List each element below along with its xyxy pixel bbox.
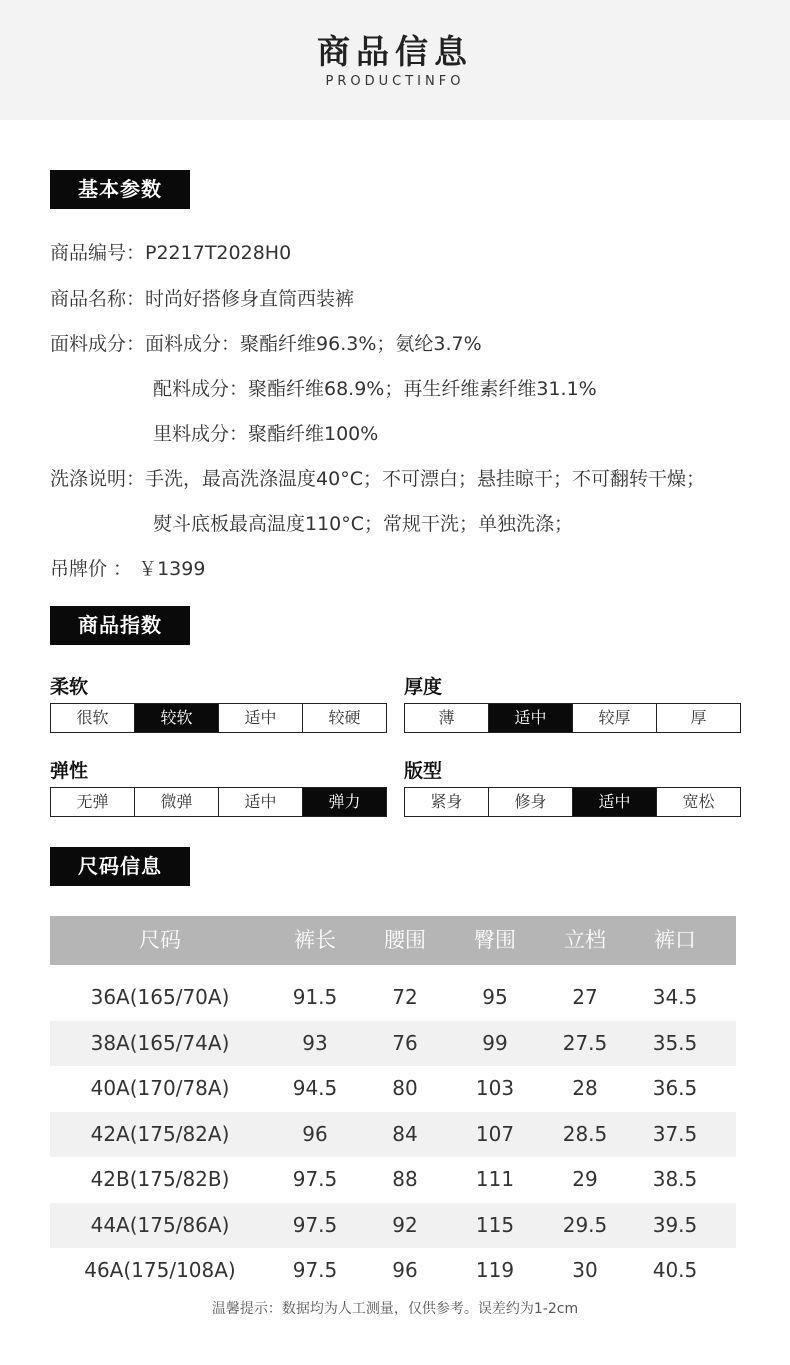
softness-option: 较硬: [328, 708, 361, 727]
size-header-cell: 尺码: [139, 928, 181, 952]
fabric-row: [50, 329, 482, 356]
table-cell: 72: [392, 985, 418, 1009]
fit-option: 适中: [573, 788, 657, 816]
table-cell: 96: [302, 1121, 328, 1146]
table-cell: 107: [475, 1121, 515, 1146]
table-cell: 27: [572, 985, 598, 1009]
table-cell: 42A(175/82A): [90, 1121, 230, 1146]
section-tag-basic: 基本参数: [50, 170, 190, 209]
product-code-value: P2217T2028H0: [145, 242, 292, 264]
table-row: [50, 1112, 736, 1158]
softness-title: 柔软: [50, 676, 89, 698]
elasticity-title: 弹性: [50, 760, 89, 782]
softness-option: 较软: [135, 704, 219, 732]
table-cell: 92: [392, 1212, 418, 1237]
thickness-option: 较厚: [573, 704, 657, 732]
wash-label: 洗涤说明：: [50, 468, 146, 490]
table-row: [50, 1157, 736, 1203]
table-cell: 93: [302, 1030, 328, 1055]
fit-scale: [404, 787, 741, 817]
table-cell: 76: [392, 1030, 418, 1055]
table-cell: 36A(165/70A): [90, 985, 230, 1009]
page-header: [0, 0, 790, 120]
table-cell: 35.5: [652, 1030, 698, 1055]
section-tag-index: 商品指数: [50, 606, 190, 645]
table-cell: 95: [482, 985, 508, 1009]
thickness-title: 厚度: [404, 676, 443, 698]
page-subtitle: PRODUCTINFO: [325, 74, 465, 89]
wash-row: [50, 464, 705, 491]
table-cell: 36.5: [652, 1076, 698, 1100]
fit-option: 紧身: [405, 788, 489, 816]
measurement-note: 温馨提示：数据均为人工测量，仅供参考。误差约为1-2cm: [211, 1301, 579, 1317]
table-cell: 103: [475, 1076, 515, 1100]
fabric-line-3: 里料成分：聚酯纤维100%: [153, 423, 379, 445]
product-code-label: 商品编号：: [50, 242, 146, 264]
size-header-cell: 裤口: [654, 928, 696, 952]
table-cell: 44A(175/86A): [90, 1212, 230, 1237]
size-header-cell: 立档: [564, 928, 606, 952]
thickness-scale: [404, 703, 741, 733]
fabric-label: 面料成分：: [50, 333, 146, 355]
softness-option: 适中: [219, 704, 303, 732]
thickness-option: 薄: [405, 704, 489, 732]
elasticity-option: 弹力: [303, 788, 386, 816]
price-value: ￥1399: [138, 558, 206, 580]
table-cell: 27.5: [562, 1030, 608, 1055]
size-header-cell: 腰围: [384, 928, 426, 952]
table-cell: 111: [475, 1167, 515, 1191]
table-cell: 46A(175/108A): [84, 1258, 236, 1282]
fit-option: 修身: [489, 788, 573, 816]
size-table: [50, 916, 736, 1294]
thickness-option: 适中: [489, 704, 573, 732]
product-name-label: 商品名称：: [50, 288, 146, 310]
table-cell: 96: [392, 1258, 418, 1282]
table-cell: 40.5: [652, 1258, 698, 1282]
fit-option: 宽松: [682, 792, 715, 811]
table-cell: 29: [572, 1167, 598, 1191]
size-table-header: [50, 916, 736, 965]
table-row: [50, 1248, 736, 1294]
thickness-option: 厚: [690, 708, 707, 727]
product-name-value: 时尚好搭修身直筒西装裤: [145, 288, 355, 310]
table-cell: 97.5: [292, 1212, 338, 1237]
table-cell: 40A(170/78A): [90, 1076, 230, 1100]
price-row: [50, 554, 205, 581]
softness-scale: [50, 703, 387, 733]
table-cell: 99: [482, 1030, 508, 1055]
table-cell: 30: [572, 1258, 598, 1282]
table-cell: 80: [392, 1076, 418, 1100]
table-row: [50, 1066, 736, 1112]
product-code-row: [50, 238, 291, 265]
table-cell: 84: [392, 1121, 418, 1146]
table-row: [50, 975, 736, 1021]
table-cell: 97.5: [292, 1258, 338, 1282]
fabric-line-2: 配料成分：聚酯纤维68.9%；再生纤维素纤维31.1%: [153, 378, 597, 400]
elasticity-option: 无弹: [51, 788, 135, 816]
table-cell: 37.5: [652, 1121, 698, 1146]
fit-title: 版型: [404, 760, 443, 782]
table-cell: 28: [572, 1076, 598, 1100]
table-cell: 97.5: [292, 1167, 338, 1191]
fabric-line-1: 面料成分：聚酯纤维96.3%；氨纶3.7%: [145, 333, 482, 355]
table-cell: 42B(175/82B): [90, 1167, 230, 1191]
table-cell: 38.5: [652, 1167, 698, 1191]
elasticity-scale: [50, 787, 387, 817]
page-title: 商品信息: [317, 32, 473, 71]
softness-option: 很软: [51, 704, 135, 732]
table-row: [50, 1203, 736, 1249]
product-name-row: [50, 284, 354, 311]
price-label: 吊牌价 ：: [50, 558, 133, 580]
elasticity-option: 适中: [219, 788, 303, 816]
table-cell: 119: [475, 1258, 515, 1282]
table-cell: 29.5: [562, 1212, 608, 1237]
table-cell: 91.5: [292, 985, 338, 1009]
table-cell: 38A(165/74A): [90, 1030, 230, 1055]
size-header-cell: 裤长: [294, 928, 336, 952]
table-cell: 88: [392, 1167, 418, 1191]
size-header-cell: 臀围: [474, 928, 516, 952]
table-cell: 94.5: [292, 1076, 338, 1100]
table-cell: 39.5: [652, 1212, 698, 1237]
table-row: [50, 1021, 736, 1067]
wash-line-2: 熨斗底板最高温度110°C；常规干洗；单独洗涤；: [153, 513, 574, 535]
section-tag-size: 尺码信息: [50, 847, 190, 886]
table-cell: 28.5: [562, 1121, 608, 1146]
table-cell: 115: [475, 1212, 515, 1237]
elasticity-option: 微弹: [135, 788, 219, 816]
wash-line-1: 手洗，最高洗涤温度40°C；不可漂白；悬挂晾干；不可翻转干燥；: [145, 468, 705, 490]
table-cell: 34.5: [652, 985, 698, 1009]
